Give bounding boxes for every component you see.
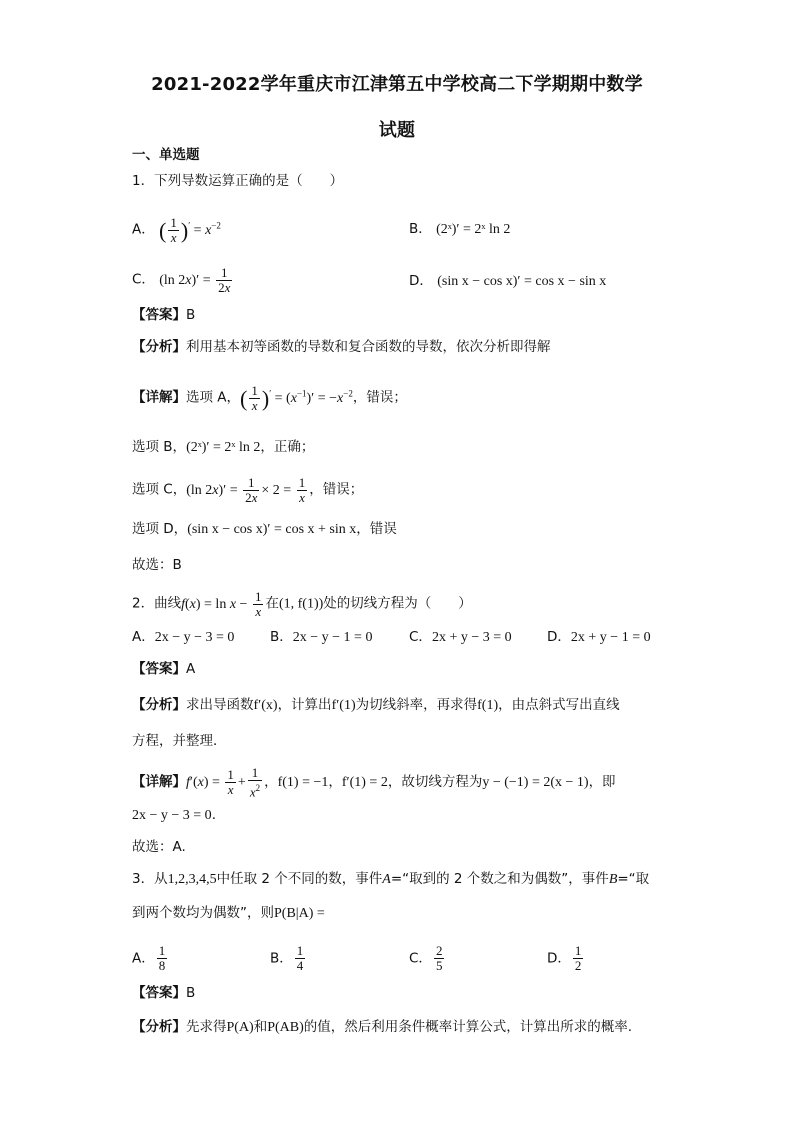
q2-detail-line-1: 【详解】f′(x) = $\frac{1}{x}$ + $\frac{1}{x^2}$ ，f(1) = −1，f′(1) = 2，故切线方程为y − (−1) = 2(x − 1)，即	[132, 765, 616, 800]
detail-text: ，错误；	[309, 481, 364, 498]
q3-answer	[132, 982, 195, 1004]
option-label: A．	[132, 950, 155, 967]
q2-function: f(x) = ln x − $\frac{1}{x}$	[181, 589, 262, 619]
option-label: B．	[270, 950, 293, 967]
q2-option-a	[132, 626, 234, 649]
q1-option-c	[132, 266, 234, 295]
q3-option-b	[270, 944, 307, 973]
analysis-tag: 【分析】	[132, 339, 186, 355]
analysis-text: ，由点斜式写出直线	[498, 697, 620, 713]
q2-stem-text: 在	[265, 595, 279, 612]
analysis-text: 和	[253, 1019, 268, 1035]
analysis-math: P(AB)	[267, 1020, 304, 1035]
analysis-math: P(A)	[226, 1020, 254, 1035]
q3-stem-text: 3．从	[132, 871, 168, 887]
q3-stem-line-2	[132, 902, 325, 925]
detail-text: ，即	[588, 773, 616, 790]
q1-detail-a	[132, 382, 407, 413]
q1-detail-d	[132, 518, 397, 541]
analysis-text: 先求得	[186, 1019, 227, 1035]
option-fraction: $\frac{1}{2}$	[574, 943, 582, 973]
detail-text: ，错误	[356, 521, 397, 537]
q3-stem-math: A	[382, 872, 391, 887]
option-fraction: $\frac{1}{4}$	[296, 943, 304, 973]
q1-option-c-math: (ln 2x)′ = $\frac{1}{2x}$	[159, 265, 231, 295]
option-fraction: $\frac{1}{8}$	[158, 943, 166, 973]
analysis-math: f′(x)	[253, 698, 278, 713]
q3-stem-text: =“取到的 2 个数之和为偶数”，事件	[390, 871, 609, 887]
analysis-tag: 【分析】	[132, 1019, 186, 1035]
option-math: 2x − y − 3 = 0	[154, 630, 235, 645]
q2-stem-text: 2．曲线	[132, 595, 182, 612]
detail-text: ，错误；	[352, 389, 407, 406]
option-label: D．	[547, 950, 571, 967]
detail-math: (2ˣ)′ = 2ˣ ln 2	[186, 440, 261, 455]
option-label: A．	[132, 629, 155, 645]
option-label: D．	[547, 629, 571, 645]
option-fraction: $\frac{2}{5}$	[435, 943, 443, 973]
detail-text: 选项 A，	[186, 389, 241, 406]
analysis-math: f′(1)	[331, 698, 356, 713]
q1-option-d	[409, 270, 606, 293]
q3-stem-math: 1,2,3,4,5	[167, 872, 217, 887]
q1-option-a-label: A．	[132, 221, 155, 238]
q1-option-b-math: (2ˣ)′ = 2ˣ ln 2	[436, 222, 511, 237]
q2-option-c	[409, 626, 512, 649]
answer-value: A	[186, 661, 196, 677]
q2-point: (1, f(1))	[278, 596, 324, 612]
q1-option-a-math: ( $\frac{1}{x}$ )$' = x^{-2}$	[159, 214, 221, 245]
section-heading: 一、单选题	[132, 147, 200, 163]
analysis-math: f(1)	[477, 698, 499, 713]
detail-text: 选项 D，	[132, 521, 188, 537]
answer-value: B	[186, 985, 196, 1001]
q1-conclusion: 故选：B	[132, 557, 182, 573]
q3-option-a	[132, 944, 169, 973]
document-title-line-1: 2021-2022学年重庆市江津第五中学校高二下学期期中数学	[151, 74, 643, 95]
detail-text: ，故切线方程为	[387, 773, 483, 790]
detail-text: 选项 C，	[132, 481, 187, 498]
option-math: 2x − y − 1 = 0	[292, 630, 373, 645]
option-label: C．	[409, 950, 432, 967]
analysis-text: 求出导函数	[186, 697, 254, 713]
q1-analysis	[132, 336, 551, 358]
detail-math: f(1) = −1	[277, 774, 329, 790]
q1-option-a	[132, 214, 221, 245]
option-math: 2x + y − 3 = 0	[431, 630, 512, 645]
option-label: B．	[270, 629, 293, 645]
detail-math: f′(x) = $\frac{1}{x}$ + $\frac{1}{x^2}$	[186, 765, 261, 800]
q2-answer	[132, 658, 195, 680]
detail-tag: 【详解】	[132, 389, 186, 406]
analysis-text: 利用基本初等函数的导数和复合函数的导数，依次分析即得解	[186, 339, 551, 355]
q1-detail-c	[132, 476, 363, 505]
detail-text: ，正确；	[260, 439, 315, 455]
detail-math: 2x − y − 3 = 0	[132, 808, 212, 823]
detail-math: ( $\frac{1}{x}$ )$' = (x^{-1})' = -x^{-2}$	[240, 382, 353, 413]
q1-detail-b	[132, 436, 314, 459]
q2-conclusion: 故选：A.	[132, 839, 186, 855]
q1-option-b	[409, 218, 510, 241]
q3-option-c	[409, 944, 446, 973]
analysis-text: ，计算出	[277, 697, 332, 713]
q3-analysis	[132, 1016, 632, 1039]
q1-answer	[132, 304, 195, 326]
document-title-line-2: 试题	[378, 120, 416, 141]
detail-tag: 【详解】	[132, 773, 186, 790]
q3-stem-line-1	[132, 868, 649, 891]
q1-option-d-math: (sin x − cos x)′ = cos x − sin x	[437, 274, 607, 289]
q2-analysis-line-2: 方程，并整理．	[132, 733, 227, 749]
q1-option-c-label: C．	[132, 271, 155, 288]
detail-math: y − (−1) = 2(x − 1)	[482, 774, 589, 790]
answer-value: B	[186, 307, 196, 323]
option-label: C．	[409, 629, 432, 645]
q3-stem-math: P(B|A) =	[274, 906, 325, 921]
detail-math: (sin x − cos x)′ = cos x + sin x	[187, 522, 357, 537]
answer-tag: 【答案】	[132, 307, 186, 323]
q3-stem-text: =“取	[617, 871, 650, 887]
q3-stem-text: 到两个数均为偶数”，则	[132, 905, 274, 921]
q2-stem	[132, 590, 472, 619]
q1-stem: 1．下列导数运算正确的是（ ）	[132, 173, 344, 189]
q2-detail-line-2: 2x − y − 3 = 0.	[132, 807, 216, 823]
analysis-tag: 【分析】	[132, 697, 186, 713]
analysis-text: 为切线斜率，再求得	[355, 697, 478, 713]
q1-option-b-label: B．	[409, 221, 432, 237]
detail-math: f′(1) = 2	[341, 774, 388, 790]
q3-stem-math: B	[608, 872, 618, 887]
q2-analysis-line-1	[132, 694, 620, 717]
q1-option-d-label: D．	[409, 273, 433, 289]
analysis-text: 的值，然后利用条件概率计算公式，计算出所求的概率.	[303, 1019, 633, 1035]
answer-tag: 【答案】	[132, 985, 186, 1001]
detail-text: 选项 B，	[132, 439, 187, 455]
q3-stem-text: 中任取 2 个不同的数，事件	[216, 871, 383, 887]
option-math: 2x + y − 1 = 0	[570, 630, 651, 645]
answer-tag: 【答案】	[132, 661, 186, 677]
q3-option-d	[547, 944, 585, 973]
q2-option-b	[270, 626, 372, 649]
q2-stem-text: 处的切线方程为（ ）	[323, 595, 472, 612]
detail-math: (ln 2x)′ = $\frac{1}{2x}$ × 2 = $\frac{1}{x}$	[186, 475, 306, 505]
q2-option-d	[547, 626, 651, 649]
